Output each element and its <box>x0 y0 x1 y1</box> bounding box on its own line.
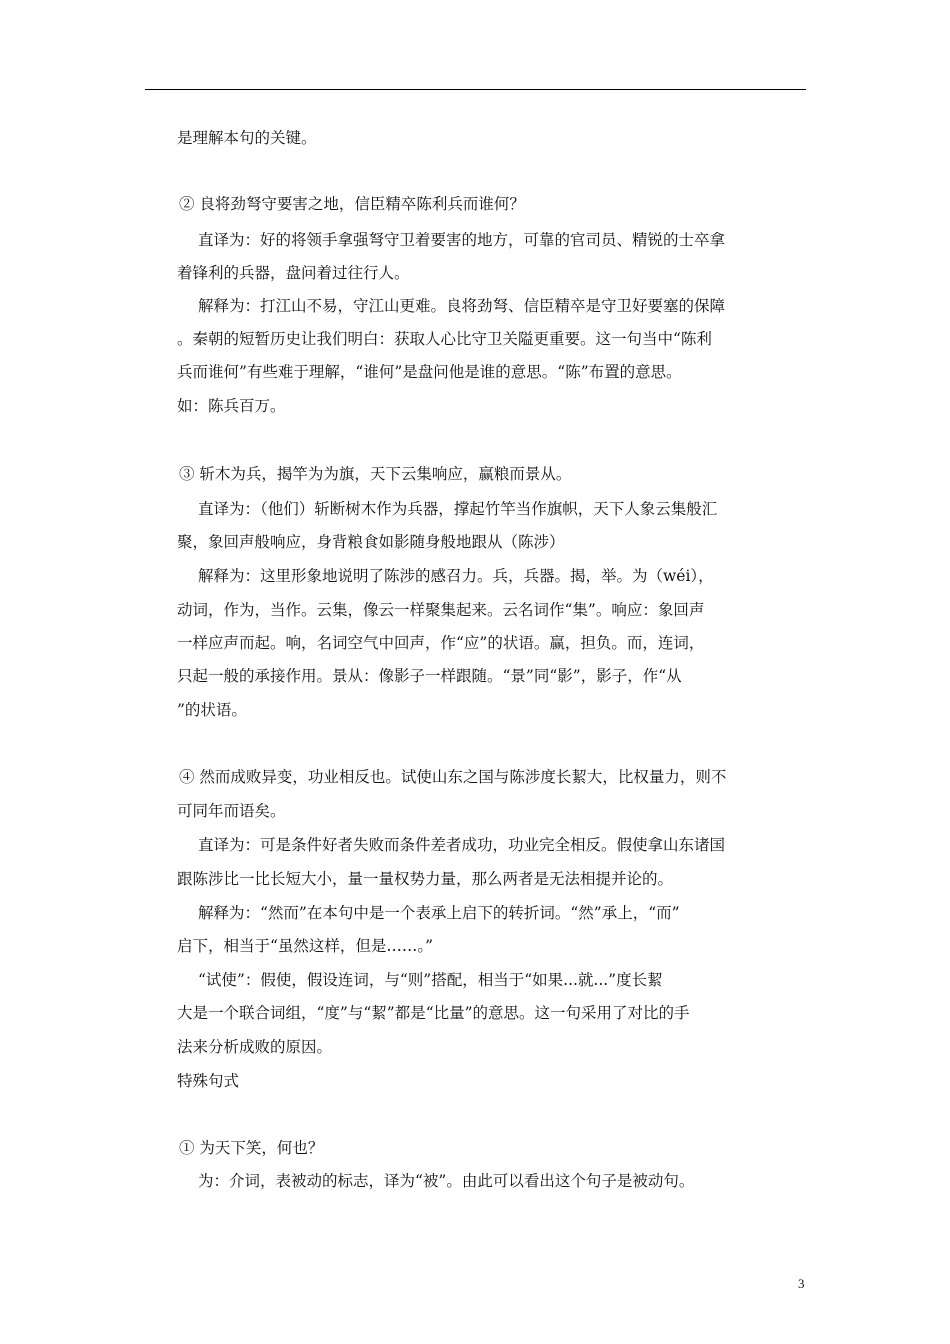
text-line: 一样应声而起。响，名词空气中回声，作“应”的状语。赢，担负。而，连词， <box>177 634 705 652</box>
text-line: 直译为：（他们）斩断树木作为兵器，撑起竹竿当作旗帜，天下人象云集般汇 <box>198 500 718 518</box>
text-line: ② 良将劲弩守要害之地，信臣精卒陈利兵而谁何？ <box>179 195 525 213</box>
text-line: ① 为天下笑，何也？ <box>179 1139 324 1157</box>
text-line: 。秦朝的短暂历史让我们明白：获取人心比守卫关隘更重要。这一句当中“陈利 <box>177 330 712 348</box>
text-line: 如：陈兵百万。 <box>177 397 286 415</box>
text-line: 解释为：这里形象地说明了陈涉的感召力。兵，兵器。揭，举。为（wéi）， <box>198 567 714 585</box>
text-line: 为：介词，表被动的标志，译为“被”。由此可以看出这个句子是被动句。 <box>198 1172 695 1190</box>
text-line: 可同年而语矣。 <box>177 802 286 820</box>
page-number: 3 <box>798 1276 805 1291</box>
text-line: 直译为：可是条件好者失败而条件差者成功，功业完全相反。假使拿山东诸国 <box>198 836 726 854</box>
text-line: 解释为：打江山不易，守江山更难。良将劲弩、信臣精卒是守卫好要塞的保障 <box>198 297 726 315</box>
text-line: ③ 斩木为兵，揭竿为为旗，天下云集响应，赢粮而景从。 <box>179 465 572 483</box>
text-line: ④ 然而成败异变，功业相反也。试使山东之国与陈涉度长絜大，比权量力，则不 <box>179 768 727 786</box>
text-line: 大是一个联合词组，“度”与“絜”都是“比量”的意思。这一句采用了对比的手 <box>177 1004 690 1022</box>
text-line: 着锋利的兵器，盘问着过往行人。 <box>177 264 410 282</box>
text-line: 跟陈涉比一比长短大小，量一量权势力量，那么两者是无法相提并论的。 <box>177 870 674 888</box>
text-line: ”的状语。 <box>177 701 247 719</box>
text-line: 兵而谁何”有些难于理解，“谁何”是盘问他是谁的意思。“陈”布置的意思。 <box>177 363 682 381</box>
text-line: 直译为：好的将领手拿强弩守卫着要害的地方，可靠的官司员、精锐的士卒拿 <box>198 231 726 249</box>
text-line: 法来分析成败的原因。 <box>177 1038 333 1056</box>
text-line: 启下，相当于“虽然这样，但是……。” <box>177 937 434 955</box>
text-line: 是理解本句的关键。 <box>177 129 317 147</box>
header-rule <box>145 89 806 90</box>
text-line: “试使”：假使，假设连词，与“则”搭配，相当于“如果...就...”度长絜 <box>198 971 663 989</box>
text-line: 动词，作为，当作。云集，像云一样聚集起来。云名词作“集”。响应：象回声 <box>177 601 705 619</box>
text-line: 只起一般的承接作用。景从：像影子一样跟随。“景”同“影”，影子，作“从 <box>177 667 682 685</box>
text-line: 解释为：“然而”在本句中是一个表承上启下的转折词。“然”承上，“而” <box>198 904 680 922</box>
text-line: 聚，象回声般响应，身背粮食如影随身般地跟从（陈涉） <box>177 533 565 551</box>
section-heading: 特殊句式 <box>177 1072 240 1090</box>
